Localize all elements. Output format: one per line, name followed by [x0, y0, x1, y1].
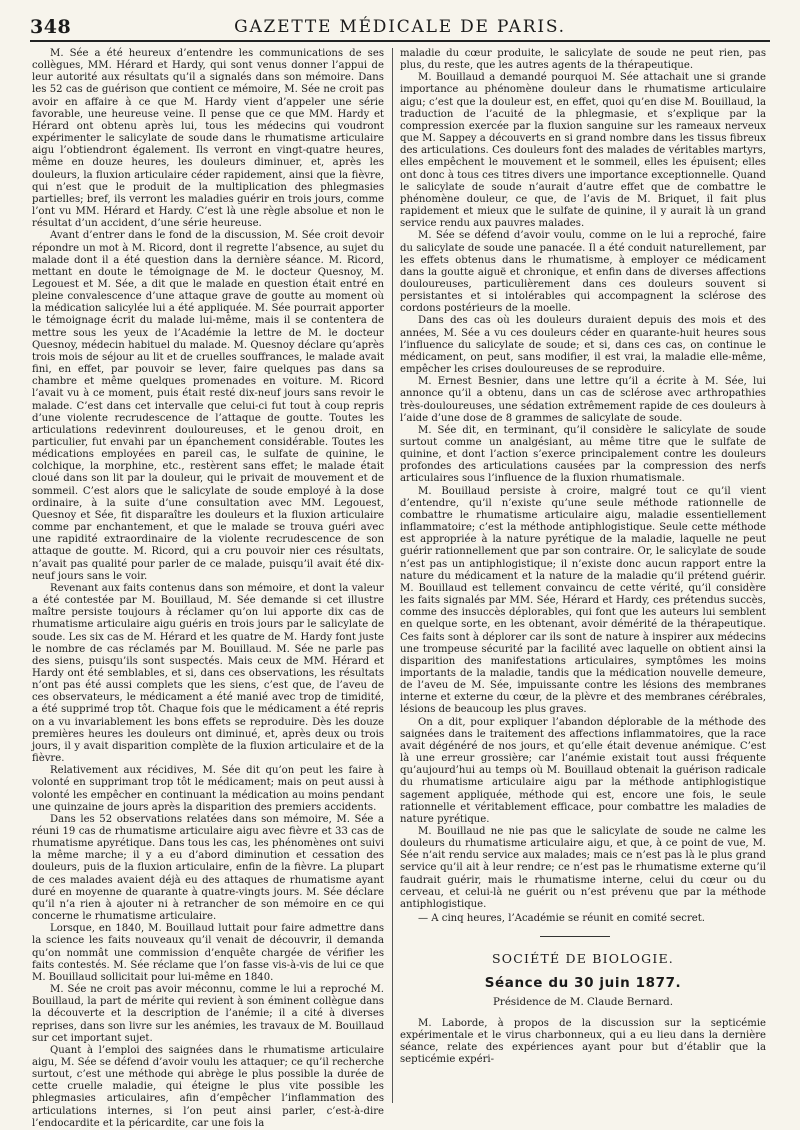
paragraph: M. Bouillaud a demandé pourquoi M. Sée attachait une si grande importance au phénomène douleur dans le rhumatisme articulaire aigu; c’est que la douleur est, en effet, quoi qu’en dise M. Bouillaud, la traduction de l’acuité de la phlegmasie, et s’explique par la compression exercée par la fluxion sanguine sur les rameaux nerveux que M. Sappey a découverts en si grand nombre dans les tissus fibreux des articulations. Ces douleurs font des malades de véritables martyrs, elles empêchent le mouvement et le sommeil, elles les épuisent; elles ont donc à tous ces titres divers une importance exceptionnelle. Quand le salicylate de soude n’aurait d’autre effet que de combattre le phénomène douleur, ce que, de l’avis de M. Briquet, il fait plus rapidement et mieux que le sulfate de quinine, il y aurait là un grand service rendu aux pauvres malades.	[400, 72, 766, 230]
paragraph: Relativement aux récidives, M. Sée dit qu’on peut les faire à volonté en supprimant trop tôt le médicament; mais on peut aussi à volonté les empêcher en continuant la médication au moins pendant une quinzaine de jours après la disparition des premiers accidents.	[32, 765, 384, 813]
section-rule	[540, 936, 610, 937]
paragraph: M. Sée ne croit pas avoir méconnu, comme le lui a reproché M. Bouillaud, la part de mérite qui revient à son éminent collègue dans la découverte et la description de l’anémie; il a cité à diverses reprises, dans son livre sur les anémies, les travaux de M. Bouillaud sur cet important sujet.	[32, 984, 384, 1044]
paragraph: Dans des cas où les douleurs duraient depuis des mois et des années, M. Sée a vu ces douleurs céder en quarante-huit heures sous l’influence du salicylate de soude; et si, dans ces cas, on continue le médicament, on peut, sans modifier, il est vrai, la maladie elle-même, empêcher les crises douloureuses de se reproduire.	[400, 315, 766, 376]
paragraph: M. Laborde, à propos de la discussion sur la septicémie expérimentale et le virus charbonneux, qui a eu lieu dans la dernière séance, relate des expériences ayant pour but d’établir que la septicémie expéri-	[400, 1017, 766, 1066]
paragraph: M. Ernest Besnier, dans une lettre qu’il a écrite à M. Sée, lui annonce qu’il a obtenu, dans un cas de sclérose avec arthropathies très-douloureuses, une sédation extrêmement rapide de ces douleurs à l’aide d’une dose de 8 grammes de salicylate de soude.	[400, 376, 766, 424]
paragraph: M. Sée a été heureux d’entendre les communications de ses collègues, MM. Hérard et Hardy, qui sont venus donner l’appui de leur autorité aux résultats qu’il a signalés dans son mémoire. Dans les 52 cas de guérison que contient ce mémoire, M. Sée ne croit pas avoir en affaire à ce que M. Hardy vient d’appeler une série favorable, une heureuse veine. Il pense que ce que MM. Hardy et Hérard ont obtenu après lui, tous les médecins qui voudront expérimenter le salicylate de soude dans le rhumatisme articulaire aigu l’obtiendront également. Ils verront en vingt-quatre heures, même en douze heures, les douleurs diminuer, et, après les douleurs, la fluxion articulaire céder rapidement, ainsi que la fièvre, qui n’est que le produit de la multiplication des phlegmasies partielles; bref, ils verront les maladies guérir en trois jours, comme l’ont vu MM. Hérard et Hardy. C’est là une règle absolue et non le résultat d’un accident, d’une série heureuse.	[32, 48, 384, 230]
paragraph: M. Sée dit, en terminant, qu’il considère le salicylate de soude surtout comme un analgésiant, au même titre que le sulfate de quinine, et dont l’action s’exerce principalement contre les douleurs profondes des articulations causées par la compression des nerfs articulaires sous l’influence de la fluxion rhumatismale.	[400, 424, 766, 485]
paragraph: Dans les 52 observations relatées dans son mémoire, M. Sée a réuni 19 cas de rhumatisme articulaire aigu avec fièvre et 33 cas de rhumatisme apyrétique. Dans tous les cas, les phénomènes ont suivi la même marche; il y a eu d’abord diminution et cessation des douleurs, puis de la fluxion articulaire, enfin de la fièvre. La plupart de ces malades avaient déjà eu des attaques de rhumatisme ayant duré en moyenne de quarante à quatre-vingts jours. M. Sée déclare qu’il n’a rien à ajouter ni à retrancher de son mémoire en ce qui concerne le rhumatisme articulaire.	[32, 813, 384, 923]
society-title: SOCIÉTÉ DE BIOLOGIE.	[492, 951, 674, 967]
left-column	[32, 48, 384, 1129]
presidence-line: Présidence de M. Claude Bernard.	[492, 995, 674, 1008]
journal-title: GAZETTE MÉDICALE DE PARIS.	[234, 17, 566, 37]
seance-heading: Séance du 30 juin 1877.	[484, 975, 682, 992]
paragraph: maladie du cœur produite, le salicylate de soude ne peut rien, pas plus, du reste, que les autres agents de la thérapeutique.	[400, 48, 766, 72]
paragraph: Avant d’entrer dans le fond de la discussion, M. Sée croit devoir répondre un mot à M. Ricord, dont il regrette l’absence, au sujet du malade dont il a été question dans la dernière séance. M. Ricord, mettant en doute le témoignage de M. le docteur Quesnoy, M. Legouest et M. Sée, a dit que le malade en question était entré en pleine convalescence d’une attaque grave de goutte au moment où la médication salicylée lui a été appliquée. M. Sée pourrait apporter le témoignage écrit du malade lui-même, mais il se contentera de mettre sous les yeux de l’Académie la lettre de M. le docteur Quesnoy, médecin habituel du malade. M. Quesnoy déclare qu’après trois mois de séjour au lit et de cruelles souffrances, le malade avait fini, en effet, par pouvoir se lever, faire quelques pas dans sa chambre et même quelques promenades en voiture. M. Ricord l’avait vu à ce moment, puis était resté dix-neuf jours sans revoir le malade. C’est dans cet intervalle que celui-ci fut tout à coup repris d’une violente recrudescence de l’attaque de goutte. Toutes les articulations redevinrent douloureuses, et le genou droit, en particulier, fut envahi par un épanchement considérable. Toutes les médications employées en pareil cas, le sulfate de quinine, le colchique, la morphine, etc., restèrent sans effet; le malade était cloué dans son lit par la douleur, qui le privait de mouvement et de sommeil. C’est alors que le salicylate de soude employé à la dose ordinaire, à la suite d’une consultation avec MM. Legouest, Quesnoy et Sée, fit disparaître les douleurs et la fluxion articulaire comme par enchantement, et que le malade se trouva guéri avec une rapidité extraordinaire de la violente recrudescence de son attaque de goutte. M. Ricord, qui a cru pouvoir nier ces résultats, n’avait pas qualité pour parler de ce malade, puisqu’il avait été dix-neuf jours sans le voir.	[32, 230, 384, 582]
right-column	[400, 48, 766, 1106]
closing-line: — A cinq heures, l’Académie se réunit en comité secret.	[418, 913, 706, 925]
paragraph: M. Bouillaud ne nie pas que le salicylate de soude ne calme les douleurs du rhumatisme articulaire aigu, et que, à ce point de vue, M. Sée n’ait rendu service aux malades; mais ce n’est pas là le plus grand service qu’il ait à leur rendre; ce n’est pas le rhumatisme externe qu’il faudrait guérir, mais le rhumatisme interne, celui du cœur ou du cerveau, et celui-là ne guérit ou n’est prévenu que par la méthode antiphlogistique.	[400, 826, 766, 910]
paragraph: M. Bouillaud persiste à croire, malgré tout ce qu’il vient d’entendre, qu’il n’existe qu’une seule méthode rationnelle de combattre le rhumatisme articulaire aigu, maladie essentiellement inflammatoire; c’est la méthode antiphlogistique. Seule cette méthode est appropriée à la nature pyrétique de la maladie, laquelle ne peut guérir rationnellement que par son contraire. Or, le salicylate de soude n’est pas un antiphlogistique; il n’existe donc aucun rapport entre la nature du médicament et la nature de la maladie qu’il prétend guérir. M. Bouillaud est tellement convaincu de cette vérité, qu’il considère les faits signalés par MM. Sée, Hérard et Hardy, ces prétendus succès, comme des insuccès déplorables, qui font que les auteurs lui semblent en quelque sorte, en les obtenant, avoir démérité de la thérapeutique. Ces faits sont à déplorer car ils sont de nature à inspirer aux médecins une trompeuse sécurité par la facilité avec laquelle on obtient ainsi la disparition des manifestations articulaires, symptômes les moins importants de la maladie, tandis que la médication nouvelle demeure, de l’aveu de M. Sée, impuissante contre les lésions des membranes interne et externe du cœur, de la plèvre et des membranes cérébrales, lésions de beaucoup les plus graves.	[400, 485, 766, 716]
paragraph: Quant à l’emploi des saignées dans le rhumatisme articulaire aigu, M. Sée se défend d’avoir voulu les attaquer; ce qu’il recherche surtout, c’est une méthode qui abrège le plus possible la durée de cette cruelle maladie, qui éteigne le plus vite possible les phlegmasies articulaires, afin d’empêcher l’inflammation des articulations internes, si l’on peut ainsi parler, c’est-à-dire l’endocardite et la péricardite, car une fois la	[32, 1044, 384, 1129]
paragraph: On a dit, pour expliquer l’abandon déplorable de la méthode des saignées dans le traitement des affections inflammatoires, que la race avait dégénéré de nos jours, et qu’elle était devenue anémique. C’est là une erreur grossière; car l’anémie existait tout aussi fréquente qu’aujourd’hui au temps où M. Bouillaud obtenait la guérison radicale du rhumatisme articulaire aigu par la méthode antiphlogistique sagement appliquée, méthode qui est, encore une fois, le seule rationnelle et véritablement efficace, pour combattre les maladies de nature pyrétique.	[400, 716, 766, 825]
page-header	[30, 14, 770, 42]
page-number: 348	[30, 16, 72, 38]
column-divider	[392, 48, 393, 1103]
paragraph: Lorsque, en 1840, M. Bouillaud luttait pour faire admettre dans la science les faits nouveaux qu’il venait de découvrir, il demanda qu’on nommât une commission d’enquête chargée de vérifier les faits contestés. M. Sée réclame que l’on fasse vis-à-vis de lui ce que M. Bouillaud sollicitait pour lui-même en 1840.	[32, 923, 384, 983]
paragraph: Revenant aux faits contenus dans son mémoire, et dont la valeur a été contestée par M. Bouillaud, M. Sée demande si cet illustre maître persiste toujours à réclamer qu’on lui apporte dix cas de rhumatisme articulaire aigu guéris en trois jours par le salicylate de soude. Les six cas de M. Hérard et les quatre de M. Hardy font juste le nombre de cas réclamés par M. Bouillaud. M. Sée ne parle pas des siens, puisqu’ils sont suspectés. Mais ceux de MM. Hérard et Hardy ont été semblables, et si, dans ces observations, les résultats n’ont pas été aussi complets que les siens, c’est que, de l’aveu de ces observateurs, le médicament a été manié avec trop de timidité, a été supprimé trop tôt. Chaque fois que le médicament a été repris on a vu invariablement les bons effets se reproduire. Dès les douze premières heures les douleurs ont diminué, et, après deux ou trois jours, il y avait disparition complète de la fluxion articulaire et de la fièvre.	[32, 582, 384, 765]
paragraph: M. Sée se défend d’avoir voulu, comme on le lui a reproché, faire du salicylate de soude une panacée. Il a été conduit naturellement, par les effets obtenus dans le rhumatisme, à employer ce médicament dans la goutte aiguë et chronique, et enfin dans de diverses affections douloureuses, particulièrement dans ces douleurs souvent si persistantes et si intolérables qui accompagnent la sclérose des cordons postérieurs de la moelle.	[400, 230, 766, 315]
